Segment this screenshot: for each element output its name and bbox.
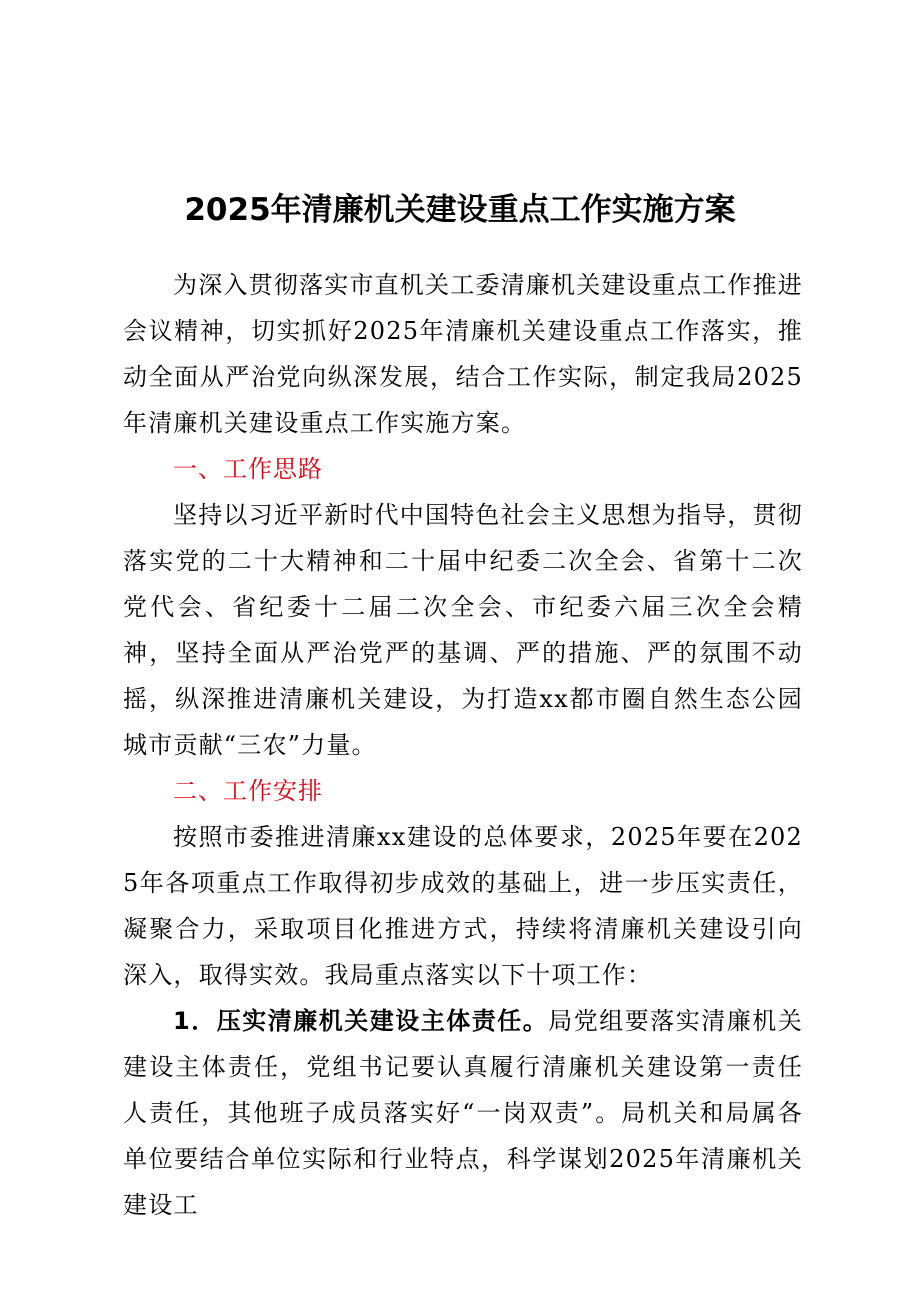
document-title: 2025年清廉机关建设重点工作实施方案 <box>184 192 736 228</box>
intro-paragraph: 为深入贯彻落实市直机关工委清廉机关建设重点工作推进会议精神，切实抓好2025年清廉机关建设重点工作落实，推动全面从严治党向纵深发展，结合工作实际，制定我局2025年清廉机关建设重点工作实施方案。 <box>123 271 803 437</box>
work-approach-paragraph: 坚持以习近平新时代中国特色社会主义思想为指导，贯彻落实党的二十大精神和二十届中纪委二次全会、省第十二次党代会、省纪委十二届二次全会、市纪委六届三次全会精神，坚持全面从严治党严的基调、严的措施、严的氛围不动摇，纵深推进清廉机关建设，为打造xx都市圈自然生态公园城市贡献“三农”力量。 <box>123 501 803 759</box>
item-1-text: 局党组要落实清廉机关建设主体责任，党组书记要认真履行清廉机关建设第一责任人责任，其他班子成员落实好“一岗双责”。局机关和局属各单位要结合单位实际和行业特点，科学谋划2025年清廉机关建设工 <box>123 1007 804 1219</box>
item-1-lead: 1．压实清廉机关建设主体责任。 <box>173 1007 549 1035</box>
document-body <box>123 262 803 1228</box>
item-1-paragraph <box>123 998 803 1228</box>
section-heading-work-arrangement: 二、工作安排 <box>173 777 323 805</box>
section-heading-work-approach: 一、工作思路 <box>173 455 323 483</box>
work-arrangement-paragraph: 按照市委推进清廉xx建设的总体要求，2025年要在2025年各项重点工作取得初步成效的基础上，进一步压实责任，凝聚合力，采取项目化推进方式，持续将清廉机关建设引向深入，取得实效。我局重点落实以下十项工作： <box>123 823 803 989</box>
